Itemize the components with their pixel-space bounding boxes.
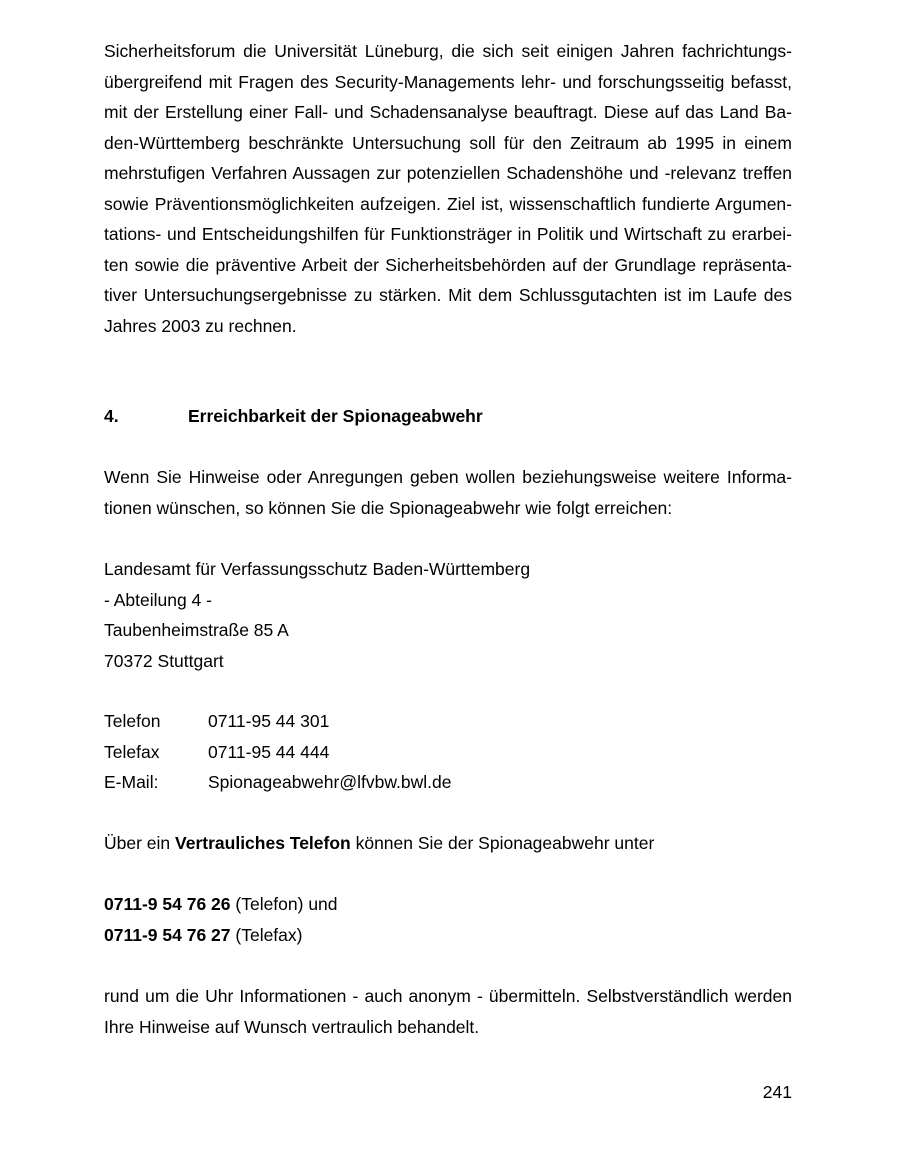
- paragraph-line: rund um die Uhr Informationen - auch anonym - übermitteln. Selbstverständlich werden: [104, 986, 792, 1006]
- paragraph-line: übergreifend mit Fragen des Security-Managements lehr- und forschungsseitig befasst,: [104, 71, 792, 92]
- paragraph-line: Sicherheitsforum die Universität Lüneburg, die sich seit einigen Jahren fachrichtungs-: [104, 41, 792, 61]
- hotline-number: 0711-9 54 76 26: [104, 894, 231, 914]
- confidential-suffix: können Sie der Spionageabwehr unter: [350, 833, 655, 853]
- contact-intro-paragraph: [104, 462, 792, 523]
- paragraph-line: ten sowie die präventive Arbeit der Sicherheitsbehörden auf der Grundlage repräsenta-: [104, 254, 792, 275]
- paragraph-line: Jahres 2003 zu rechnen.: [104, 315, 297, 336]
- section-number: 4.: [104, 406, 119, 426]
- contact-row-email: [104, 767, 792, 798]
- paragraph-line: mit der Erstellung einer Fall- und Schadensanalyse beauftragt. Diese auf das Land Ba-: [104, 102, 792, 122]
- contact-row-telefax: [104, 737, 792, 768]
- confidential-emphasis: Vertrauliches Telefon: [175, 833, 351, 853]
- contact-email-value: Spionageabwehr@lfvbw.bwl.de: [208, 772, 452, 792]
- confidential-prefix: Über ein: [104, 833, 176, 853]
- closing-paragraph: [104, 981, 792, 1042]
- address-department: - Abteilung 4 -: [104, 589, 212, 610]
- paragraph-line: [104, 828, 792, 859]
- hotline-row: [104, 889, 792, 920]
- paragraph-line: sowie Präventionsmöglichkeiten aufzeigen. Ziel ist, wissenschaftlich fundierte Argumen-: [104, 193, 792, 214]
- address-street: Taubenheimstraße 85 A: [104, 620, 289, 640]
- contact-value: 0711-95 44 301: [208, 711, 330, 731]
- hotline-note: (Telefax): [230, 924, 303, 945]
- paragraph-line: tionen wünschen, so können Sie die Spionageabwehr wie folgt erreichen:: [104, 497, 673, 518]
- contact-label: Telefon: [104, 711, 161, 731]
- contact-label: Telefax: [104, 741, 160, 762]
- paragraph-line: mehrstufigen Verfahren Aussagen zur potenziellen Schadenshöhe und -relevanz treffen: [104, 163, 792, 183]
- paragraph-line: Wenn Sie Hinweise oder Anregungen geben wollen beziehungsweise weitere Informa-: [104, 467, 792, 487]
- address-block: [104, 554, 792, 676]
- paragraph-line: tiver Untersuchungsergebnisse zu stärken. Mit dem Schlussgutachten ist im Laufe des: [104, 285, 792, 305]
- hotline-note: (Telefon) und: [230, 894, 338, 914]
- confidential-sentence: [104, 828, 792, 859]
- section-title: Erreichbarkeit der Spionageabwehr: [188, 406, 483, 426]
- contact-details: [104, 706, 792, 798]
- hotline-block: [104, 889, 792, 950]
- page-number: 241: [762, 1082, 792, 1102]
- contact-row-telefon: [104, 706, 792, 737]
- contact-value: 0711-95 44 444: [208, 741, 330, 762]
- address-city: 70372 Stuttgart: [104, 650, 224, 671]
- paragraph-line: den-Württemberg beschränkte Untersuchung soll für den Zeitraum ab 1995 in einem: [104, 132, 792, 153]
- intro-paragraph: [104, 36, 792, 341]
- hotline-row: [104, 920, 792, 951]
- address-organization: Landesamt für Verfassungsschutz Baden-Württemberg: [104, 559, 531, 579]
- paragraph-line: Ihre Hinweise auf Wunsch vertraulich behandelt.: [104, 1016, 480, 1037]
- hotline-number: 0711-9 54 76 27: [104, 924, 231, 945]
- contact-label: E-Mail:: [104, 772, 159, 792]
- paragraph-line: tations- und Entscheidungshilfen für Funktionsträger in Politik und Wirtschaft zu erarbei-: [104, 224, 792, 244]
